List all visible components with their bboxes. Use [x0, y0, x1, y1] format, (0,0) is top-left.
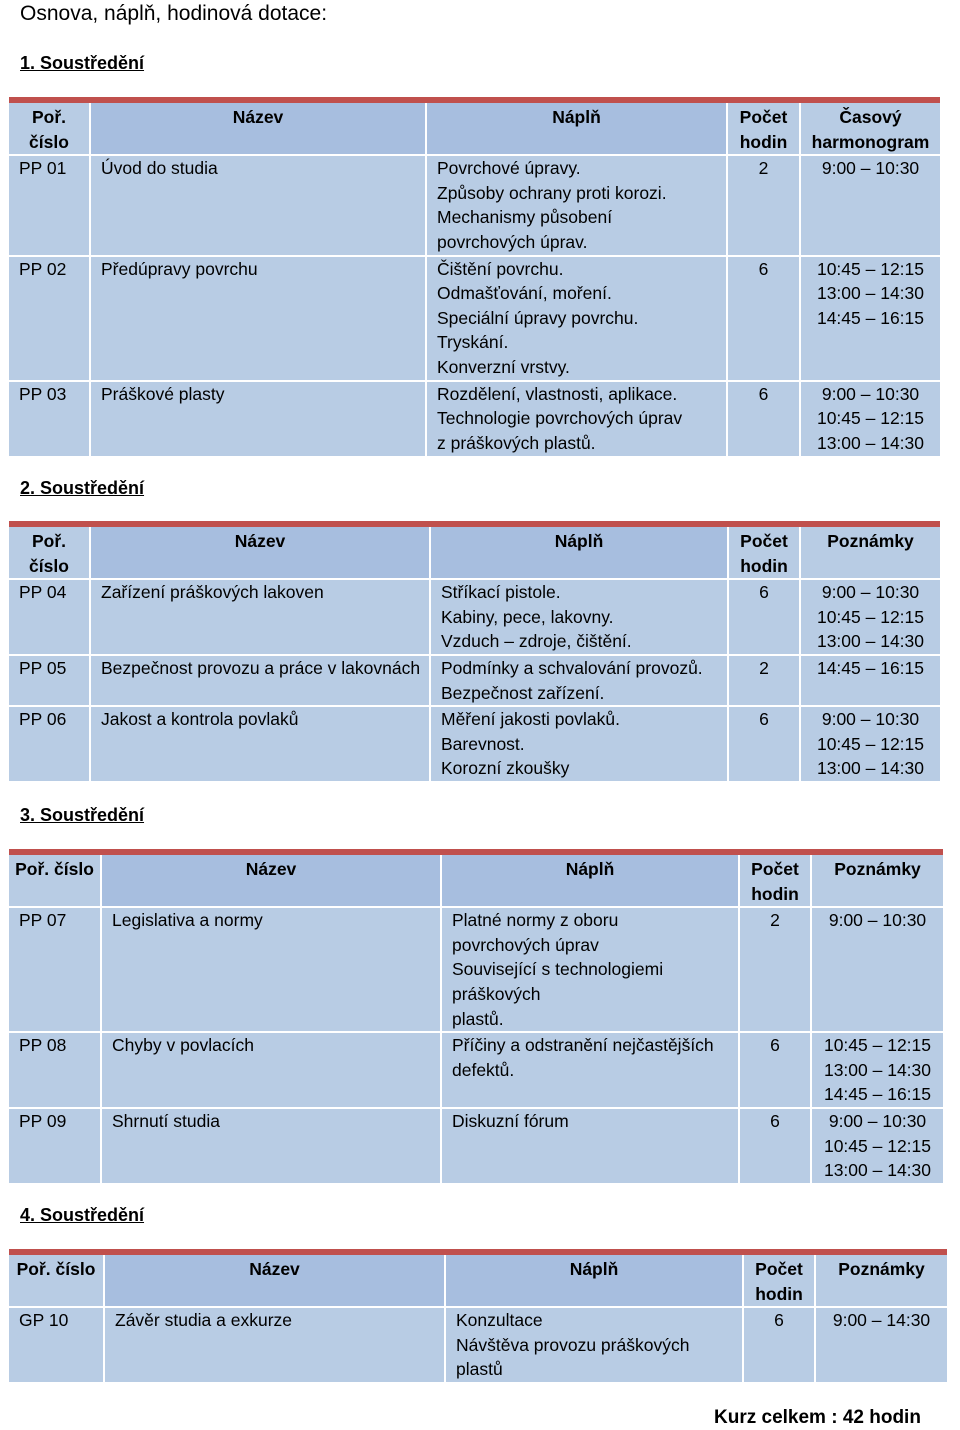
table-header-row — [9, 524, 940, 579]
schedule-table-3 — [9, 849, 943, 1183]
col-header-name: Název — [90, 100, 426, 155]
row-content: Podmínky a schvalování provozů. Bezpečnost zařízení. — [430, 655, 728, 706]
table-row — [9, 1032, 943, 1108]
row-id: GP 10 — [9, 1307, 104, 1382]
row-name: Shrnutí studia — [101, 1108, 441, 1183]
row-content: Rozdělení, vlastnosti, aplikace. Technologie povrchových úprav z práškových plastů. — [426, 381, 727, 456]
row-content: Stříkací pistole. Kabiny, pece, lakovny. Vzduch – zdroje, čištění. — [430, 579, 728, 655]
row-name: Bezpečnost provozu a práce v lakovnách — [90, 655, 430, 706]
col-header-name: Název — [101, 852, 441, 907]
col-header-number: Poř. číslo — [9, 852, 101, 907]
row-id: PP 03 — [9, 381, 90, 456]
row-schedule: 9:00 – 10:30 10:45 – 12:15 13:00 – 14:30 — [823, 1110, 932, 1181]
row-hours: 6 — [728, 579, 800, 655]
row-content: Měření jakosti povlaků. Barevnost. Korozní zkoušky — [430, 706, 728, 781]
row-schedule: 9:00 – 10:30 — [811, 907, 943, 1032]
row-id: PP 05 — [9, 655, 90, 706]
row-schedule: 9:00 – 10:30 10:45 – 12:15 13:00 – 14:30 — [816, 383, 925, 453]
row-hours: 2 — [739, 907, 811, 1032]
table-row — [9, 256, 940, 381]
row-content: Povrchové úpravy. Způsoby ochrany proti korozi. Mechanismy působení povrchových úprav. — [426, 155, 727, 255]
row-schedule: 9:00 – 10:30 10:45 – 12:15 13:00 – 14:30 — [816, 709, 925, 779]
row-id: PP 07 — [9, 907, 101, 1032]
row-id: PP 04 — [9, 579, 90, 655]
row-name: Jakost a kontrola povlaků — [90, 706, 430, 781]
row-hours: 6 — [728, 706, 800, 781]
row-name: Závěr studia a exkurze — [104, 1307, 445, 1382]
col-header-content: Náplň — [426, 100, 727, 155]
col-header-schedule: Časový harmonogram — [800, 100, 940, 155]
table-row — [9, 381, 940, 456]
row-id: PP 08 — [9, 1032, 101, 1108]
schedule-table-4 — [9, 1249, 947, 1382]
table-header-row — [9, 852, 943, 907]
row-schedule: 10:45 – 12:15 13:00 – 14:30 14:45 – 16:15 — [800, 256, 940, 381]
row-schedule: 9:00 – 14:30 — [832, 1310, 931, 1331]
table-row — [9, 706, 940, 781]
row-name: Práškové plasty — [90, 381, 426, 456]
col-header-name: Název — [104, 1252, 445, 1307]
col-header-hours: Počet hodin — [739, 852, 811, 907]
row-hours: 6 — [743, 1307, 815, 1382]
row-id: PP 01 — [9, 155, 90, 255]
schedule-table-2 — [9, 521, 940, 781]
row-content: Příčiny a odstranění nejčastějších defektů. — [441, 1032, 739, 1108]
section-title: 2. Soustředění — [20, 478, 145, 498]
table-row — [9, 655, 940, 706]
page-title: Osnova, náplň, hodinová dotace: — [20, 2, 328, 25]
row-content: Čištění povrchu. Odmašťování, moření. Speciální úpravy povrchu. Tryskání. Konverzní vrstvy. — [426, 256, 727, 381]
section-title: 1. Soustředění — [20, 53, 145, 73]
row-name: Úvod do studia — [90, 155, 426, 255]
row-content: Konzultace Návštěva provozu práškových plastů — [445, 1307, 743, 1382]
col-header-number: Poř. číslo — [9, 100, 90, 155]
col-header-number: Poř. číslo — [9, 1252, 104, 1307]
row-hours: 6 — [739, 1032, 811, 1108]
row-schedule: 9:00 – 10:30 10:45 – 12:15 13:00 – 14:30 — [800, 579, 940, 655]
row-id: PP 09 — [9, 1108, 101, 1183]
col-header-content: Náplň — [430, 524, 728, 579]
row-hours: 6 — [739, 1108, 811, 1183]
row-content: Diskuzní fórum — [441, 1108, 739, 1183]
col-header-content: Náplň — [441, 852, 739, 907]
table-row — [9, 1108, 943, 1183]
col-header-hours: Počet hodin — [727, 100, 800, 155]
row-name: Zařízení práškových lakoven — [90, 579, 430, 655]
section-title: 4. Soustředění — [20, 1205, 145, 1225]
col-header-number: Poř. číslo — [9, 524, 90, 579]
col-header-hours: Počet hodin — [743, 1252, 815, 1307]
row-schedule: 10:45 – 12:15 13:00 – 14:30 14:45 – 16:15 — [811, 1032, 943, 1108]
col-header-notes: Poznámky — [815, 1252, 947, 1307]
table-row — [9, 907, 943, 1032]
row-schedule: 9:00 – 10:30 — [800, 155, 940, 255]
row-name: Předúpravy povrchu — [90, 256, 426, 381]
col-header-content: Náplň — [445, 1252, 743, 1307]
col-header-notes: Poznámky — [800, 524, 940, 579]
row-hours: 6 — [727, 256, 800, 381]
row-id: PP 06 — [9, 706, 90, 781]
table-row — [9, 579, 940, 655]
row-name: Chyby v povlacích — [101, 1032, 441, 1108]
table-header-row — [9, 100, 940, 155]
row-hours: 2 — [727, 155, 800, 255]
row-name: Legislativa a normy — [101, 907, 441, 1032]
row-id: PP 02 — [9, 256, 90, 381]
row-hours: 2 — [728, 655, 800, 706]
row-content: Platné normy z oboru povrchových úprav Související s technologiemi práškových plastů. — [441, 907, 739, 1032]
row-hours: 6 — [727, 381, 800, 456]
col-header-hours: Počet hodin — [728, 524, 800, 579]
course-total: Kurz celkem : 42 hodin — [714, 1407, 921, 1428]
row-schedule: 14:45 – 16:15 — [800, 655, 940, 706]
table-header-row — [9, 1252, 947, 1307]
table-row — [9, 1307, 947, 1382]
schedule-table-1 — [9, 97, 940, 456]
table-row — [9, 155, 940, 255]
col-header-notes: Poznámky — [811, 852, 943, 907]
section-title: 3. Soustředění — [20, 805, 145, 825]
col-header-name: Název — [90, 524, 430, 579]
